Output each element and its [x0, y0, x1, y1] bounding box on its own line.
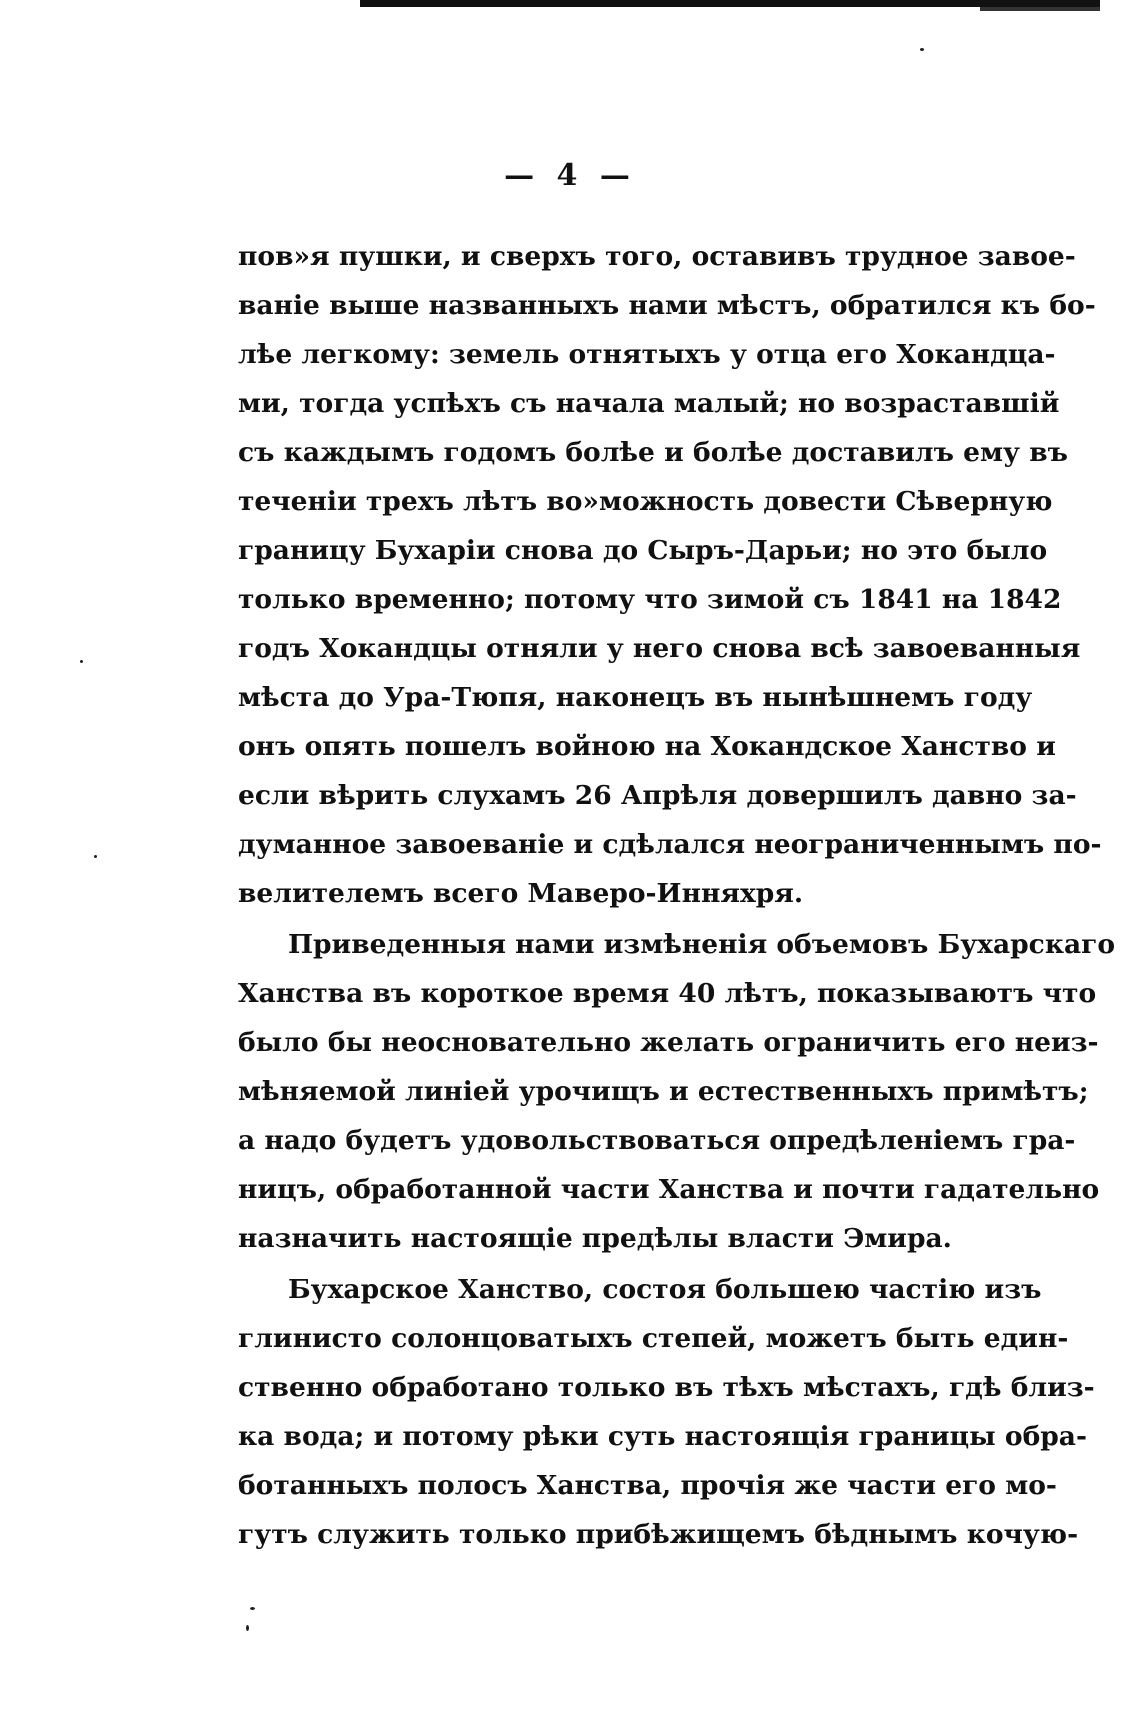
page-number: — 4 — [504, 158, 636, 193]
text-line: мѣняемой линіей урочищъ и естественныхъ примѣтъ; [238, 1076, 1089, 1107]
scan-speck [94, 855, 97, 858]
top-edge-rule-tail [980, 7, 1100, 11]
top-edge-rule [360, 0, 1100, 7]
text-line: а надо будетъ удовольствоваться опредѣленіемъ гра- [238, 1125, 1076, 1156]
text-line: пов»я пушки, и сверхъ того, оставивъ трудное завое- [238, 241, 1076, 272]
text-line: ственно обработано только въ тѣхъ мѣстахъ, гдѣ близ- [238, 1372, 1095, 1403]
text-line: думанное завоеваніе и сдѣлался неограниченнымъ по- [238, 829, 1102, 860]
text-line: годъ Хокандцы отняли у него снова всѣ завоеванныя [238, 633, 1081, 664]
body-text [238, 232, 1116, 1559]
text-line: ваніе выше названныхъ нами мѣстъ, обратился къ бо- [238, 290, 1096, 321]
text-line: велителемъ всего Маверо-Инняхря. [238, 878, 804, 909]
scan-speck [246, 1625, 249, 1631]
text-line: гутъ служить только прибѣжищемъ бѣднымъ кочую- [238, 1519, 1079, 1550]
scan-speck [250, 1607, 255, 1610]
scan-speck [920, 48, 924, 51]
text-line: границу Бухаріи снова до Сыръ-Дарьи; но это было [238, 535, 1048, 566]
text-line: ми, тогда успѣхъ съ начала малый; но возраставшій [238, 388, 1060, 419]
text-line: Ханства въ короткое время 40 лѣтъ, показываютъ что [238, 978, 1097, 1009]
paragraph [238, 1265, 1095, 1559]
text-line: ботанныхъ полосъ Ханства, прочія же части его мо- [238, 1470, 1057, 1501]
paragraph [238, 232, 1102, 918]
text-line: было бы неосновательно желать ограничить его неиз- [238, 1027, 1099, 1058]
text-line: Бухарское Ханство, состоя большею частію изъ [288, 1274, 1042, 1305]
text-line: ка вода; и потому рѣки суть настоящія границы обра- [238, 1421, 1087, 1452]
text-line: онъ опять пошелъ войною на Хокандское Ханство и [238, 731, 1056, 762]
text-line: Приведенныя нами измѣненія объемовъ Бухарскаго [288, 929, 1116, 960]
text-line: назначить настоящіе предѣлы власти Эмира. [238, 1223, 952, 1254]
text-line: мѣста до Ура-Тюпя, наконецъ въ нынѣшнемъ году [238, 682, 1033, 713]
text-line: если вѣрить слухамъ 26 Апрѣля довершилъ давно за- [238, 780, 1077, 811]
text-line: ницъ, обработанной части Ханства и почти гадательно [238, 1174, 1100, 1205]
text-line: лѣе легкому: земель отнятыхъ у отца его Хокандца- [238, 339, 1056, 370]
text-line: теченіи трехъ лѣтъ во»можность довести Сѣверную [238, 486, 1053, 517]
text-line: только временно; потому что зимой съ 1841 на 1842 [238, 584, 1062, 615]
text-line: глинисто солонцоватыхъ степей, можетъ быть един- [238, 1323, 1069, 1354]
scan-speck [80, 660, 83, 663]
text-line: съ каждымъ годомъ болѣе и болѣе доставилъ ему въ [238, 437, 1068, 468]
paragraph [238, 920, 1116, 1263]
